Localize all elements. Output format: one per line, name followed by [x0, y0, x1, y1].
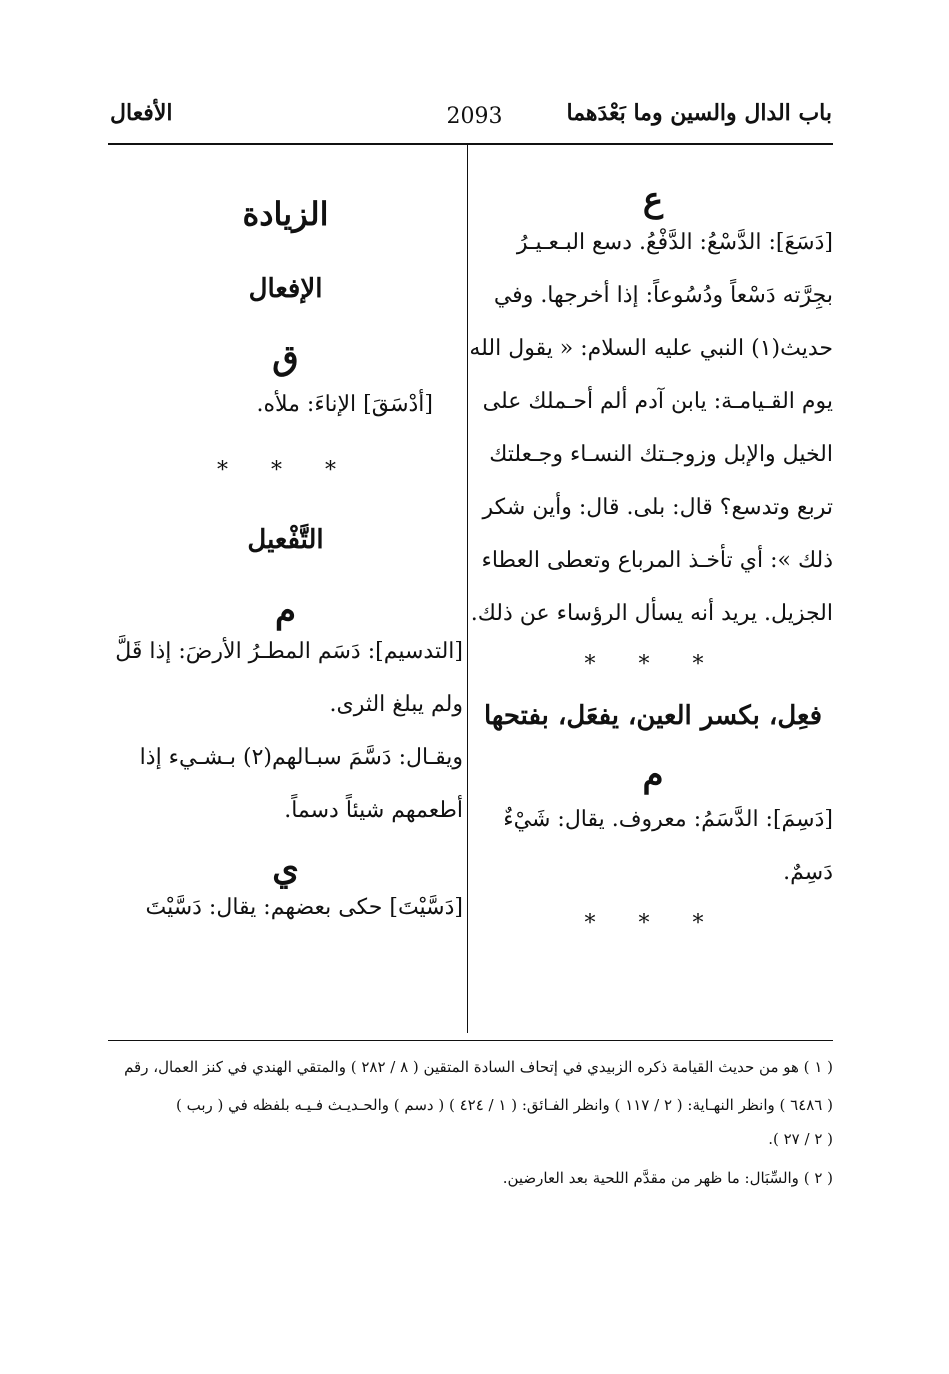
entry-line: دَسِمٌ. [783, 860, 833, 885]
column-divider [467, 145, 468, 1033]
running-header-section: باب الدال والسين وما بَعْدَهما [566, 100, 832, 126]
page-number: 2093 [446, 104, 503, 129]
entry-line: ويقـال: دَسَّمَ سبـالهم(٢) بـشـيء إذا [139, 745, 463, 770]
left-column [108, 180, 463, 923]
entry-line: بجِرَّته دَسْعاً ودُسُوعاً: إذا أخرجها. وفي [493, 283, 833, 308]
footnote-rule [108, 1040, 833, 1041]
section-separator-stars: * * * [217, 458, 354, 483]
letter-ain-heading: ع [642, 180, 664, 220]
running-header-chapter: الأفعال [110, 100, 173, 126]
footnote-line: ( ٦٤٨٦ ) وانظر النهـاية: ( ٢ / ١١٧ ) وانظر الفـائق: ( ١ / ٤٢٤ ) ( دسم ) والحـديـث فـيـه بلفظه في ( ربب ) [176, 1096, 833, 1114]
section-separator-stars: * * * [584, 911, 722, 936]
entry-adsaq: [أدْسَقَ] الإناءَ: ملأه. [256, 392, 433, 417]
entry-dasaa [469, 228, 833, 629]
entry-tadsim [108, 637, 463, 720]
entry-dassa: [دَسَّيْتَ] حكى بعضهم: يقال: دَسَّيْتَ [145, 895, 463, 920]
subheading-tafil: التَّفْعيل [247, 525, 324, 555]
right-column [469, 180, 833, 936]
letter-qaf-heading: ق [272, 338, 299, 378]
letter-mim-heading: م [642, 755, 664, 795]
footnote-line: ( ٢ ) والسِّبَال: ما ظهر من مقدَّم اللحية بعد العارضين. [502, 1169, 833, 1187]
footnote-line: ( ١ ) هو من حديث القيامة ذكره الزبيدي في إتحاف السادة المتقين ( ٨ / ٢٨٢ ) والمتقي الهندي في كنز العمال، رقم [124, 1058, 833, 1076]
entry-line: الجزيل. يريد أنه يسأل الرؤساء عن ذلك. [470, 601, 833, 626]
entry-line: [التدسيم]: دَسَم المطـرُ الأرضَ: إذا قَلَّ [115, 639, 463, 664]
entry-line: أطعمهم شيئاً دسماً. [284, 798, 463, 823]
letter-mim-heading: م [274, 591, 297, 631]
letter-ya-heading: ي [272, 849, 299, 889]
entry-line: ولم يبلغ الثرى. [329, 692, 463, 717]
entry-line: حديث(١) النبي عليه السلام: « يقول الله [469, 336, 833, 361]
entry-line: الخيل والإبل وزوجـتك النسـاء وجـعلتك [489, 442, 833, 467]
entry-line: [دَسِمَ]: الدَّسَمُ: معروف. يقال: شَيْءٌ [503, 807, 833, 832]
footnote-line: ( ٢ / ٢٧ ). [768, 1130, 833, 1148]
entry-line: يوم القـيامـة: يابن آدم ألم أحـملك على [482, 389, 833, 414]
section-heading-fail: فعِل، بكسر العين، يفعَل، بفتحها [483, 701, 823, 731]
section-separator-stars: * * * [584, 652, 722, 677]
heading-ziyada: الزيادة [242, 195, 329, 233]
entry-dasim [473, 805, 833, 888]
entry-yuqal [108, 743, 463, 826]
entry-line: ذلك »: أي تأخـذ المرباع وتعطى العطاء [481, 548, 833, 573]
header-rule [108, 143, 833, 145]
entry-line: [دَسَعَ]: الدَّسْعُ: الدَّفْعُ. دسع البـعـيـرُ [516, 230, 833, 255]
subheading-ifal: الإفعال [248, 274, 323, 304]
entry-line: تربع وتدسع؟ قال: بلى. قال: وأين شكر [482, 495, 833, 520]
